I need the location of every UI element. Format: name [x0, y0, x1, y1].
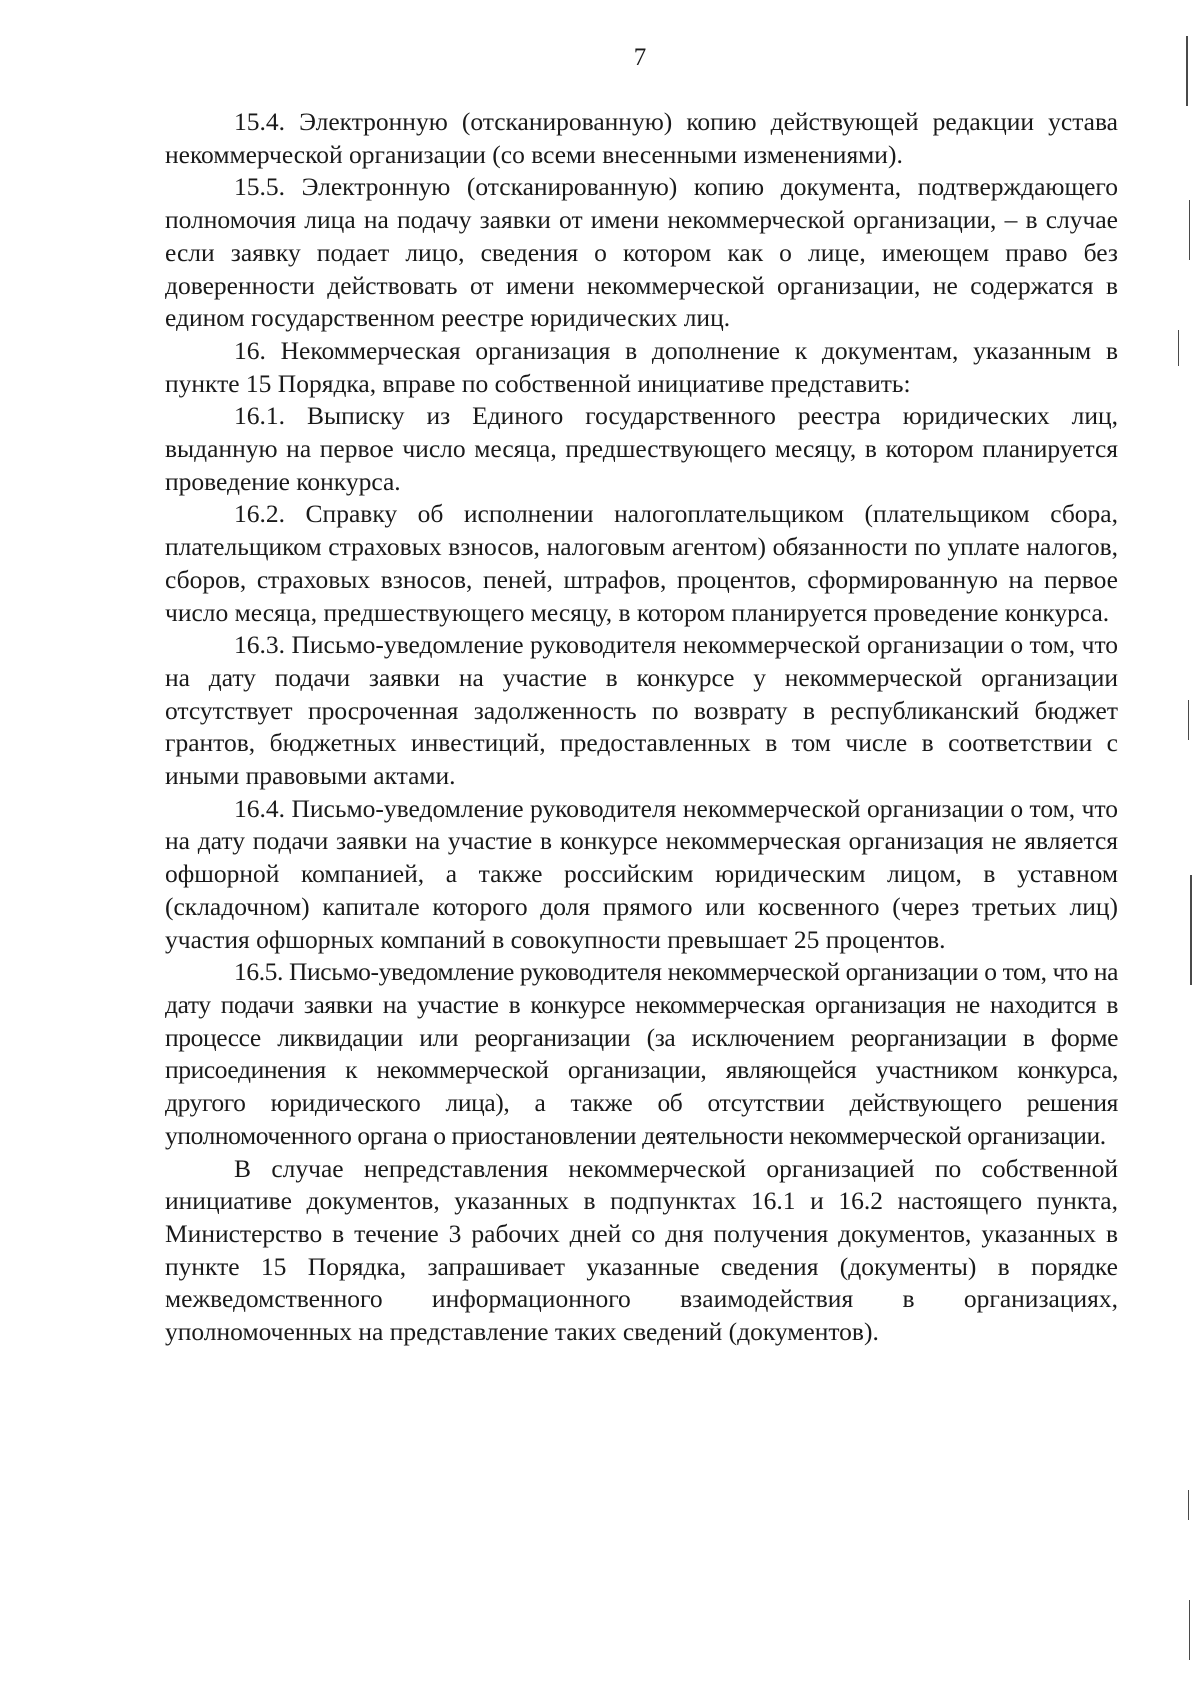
- scan-edge-mark: [1188, 1490, 1189, 1520]
- document-body: [165, 106, 1118, 1349]
- page-number: 7: [633, 44, 647, 71]
- scan-edge-mark: [1189, 1600, 1190, 1660]
- paragraph-16-1: 16.1. Выписку из Единого государственного реестра юридических лиц, выданную на первое число месяца, предшествующего месяцу, в котором планируется проведение конкурса.: [165, 401, 1118, 496]
- paragraph-16: 16. Некоммерческая организация в дополнение к документам, указанным в пункте 15 Порядка, вправе по собственной инициативе представить:: [165, 335, 1118, 398]
- scan-edge-mark: [1189, 200, 1190, 260]
- paragraph-16-2: 16.2. Справку об исполнении налогоплательщиком (плательщиком сбора, плательщиком страховых взносов, налоговым агентом) обязанности по уплате налогов, сборов, страховых взносов, пеней, штрафов, процентов, сформированную на первое число месяца, предшествующего месяцу, в котором планируется проведение конкурса.: [165, 499, 1118, 627]
- scan-edge-mark: [1186, 36, 1188, 106]
- paragraph-closing: В случае непредставления некоммерческой организацией по собственной инициативе документов, указанных в подпунктах 16.1 и 16.2 настоящего пункта, Министерство в течение 3 рабочих дней со дня получения документов, указанных в пункте 15 Порядка, запрашивает указанные сведения (документы) в порядке межведомственного информационного взаимодействия в организациях, уполномоченных на представление таких сведений (документов).: [165, 1153, 1118, 1347]
- scan-edge-mark: [1178, 330, 1179, 366]
- scan-edge-mark: [1190, 875, 1192, 985]
- paragraph-16-4: 16.4. Письмо-уведомление руководителя некоммерческой организации о том, что на дату подачи заявки на участие в конкурсе некоммерческая организация не является офшорной компанией, а также российским юридическим лицом, в уставном (складочном) капитале которого доля прямого или косвенного (через третьих лиц) участия офшорных компаний в совокупности превышает 25 процентов.: [165, 793, 1118, 954]
- paragraph-15-5: 15.5. Электронную (отсканированную) копию документа, подтверждающего полномочия лица на подачу заявки от имени некоммерческой организации, – в случае если заявку подает лицо, сведения о котором как о лице, имеющем право без доверенности действовать от имени некоммерческой организации, не содержатся в едином государственном реестре юридических лиц.: [165, 172, 1118, 333]
- paragraph-16-5: 16.5. Письмо-уведомление руководителя некоммерческой организации о том, что на дату подачи заявки на участие в конкурсе некоммерческая организация не находится в процессе ликвидации или реорганизации (за исключением реорганизации в форме присоединения к некоммерческой организации, являющейся участником конкурса, другого юридического лица), а также об отсутствии действующего решения уполномоченного органа о приостановлении деятельности некоммерческой организации.: [165, 957, 1118, 1150]
- paragraph-15-4: 15.4. Электронную (отсканированную) копию действующей редакции устава некоммерческой организации (со всеми внесенными изменениями).: [165, 107, 1118, 169]
- scan-edge-mark: [1188, 700, 1189, 740]
- paragraph-16-3: 16.3. Письмо-уведомление руководителя некоммерческой организации о том, что на дату подачи заявки на участие в конкурсе у некоммерческой организации отсутствует просроченная задолженность по возврату в республиканский бюджет грантов, бюджетных инвестиций, предоставленных в том числе в соответствии с иными правовыми актами.: [165, 630, 1118, 791]
